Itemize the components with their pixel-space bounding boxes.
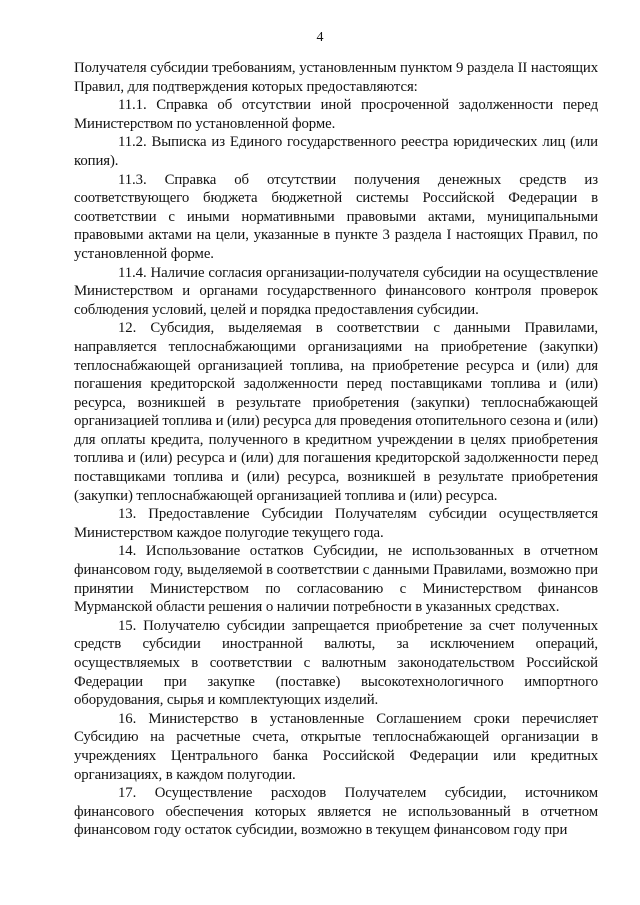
page-number: 4	[316, 30, 324, 45]
paragraph-12: 12. Субсидия, выделяемая в соответствии с данными Правилами, направляется теплоснабжающими организациями на приобретение (закупки) теплоснабжающей организацией топлива, на приобретение ресурса и (или) для погашения кредиторской задолженности перед поставщиками топлива и (или) ресурса, возникшей в результате приобретения (закупки) теплоснабжающей организацией топлива и (или) ресурса для проведения отопительного сезона и (или) для оплаты кредита, полученного в кредитном учреждении в целях приобретения топлива и (или) ресурса и (или) для погашения кредиторской задолженности перед поставщиками топлива и (или) ресурса, возникшей в результате приобретения (закупки) теплоснабжающей организацией топлива и (или) ресурса.	[74, 320, 598, 504]
paragraph-13: 13. Предоставление Субсидии Получателям субсидии осуществляется Министерством каждое полугодие текущего года.	[74, 506, 598, 541]
paragraph-11-4: 11.4. Наличие согласия организации-получателя субсидии на осуществление Министерством и органами государственного финансового контроля проверок соблюдения условий, целей и порядка предоставления субсидии.	[74, 264, 598, 318]
paragraph-11-1: 11.1. Справка об отсутствии иной просроченной задолженности перед Министерством по установленной форме.	[74, 97, 598, 132]
paragraph-15: 15. Получателю субсидии запрещается приобретение за счет полученных средств субсидии иностранной валюты, за исключением операций, осуществляемых в соответствии с валютным законодательством Российской Федерации при закупке (поставке) высокотехнологичного импортного оборудования, сырья и комплектующих изделий.	[74, 617, 598, 709]
paragraph-14: 14. Использование остатков Субсидии, не использованных в отчетном финансовом году, выделяемой в соответствии с данными Правилами, возможно при принятии Министерством по согласованию с Министерством финансов Мурманской области решения о наличии потребности в указанных средствах.	[74, 543, 598, 616]
paragraph-11-3: 11.3. Справка об отсутствии получения денежных средств из соответствующего бюджета бюджетной системы Российской Федерации в соответствии с иными нормативными правовыми актами, муниципальными правовыми актами на цели, указанные в пункте 3 раздела I настоящих Правил, по установленной форме.	[74, 171, 598, 262]
paragraph-16: 16. Министерство в установленные Соглашением сроки перечисляет Субсидию на расчетные счета, открытые теплоснабжающей организации в учреждениях Центрального банка Российской Федерации или кредитных организациях, в каждом полугодии.	[74, 710, 598, 783]
paragraph-17: 17. Осуществление расходов Получателем субсидии, источником финансового обеспечения которых является не использованный в отчетном финансовом году остаток субсидии, возможно в текущем финансовом году при	[74, 785, 598, 839]
paragraph-11-2: 11.2. Выписка из Единого государственного реестра юридических лиц (или копия).	[74, 134, 598, 169]
document-body	[74, 59, 598, 840]
paragraph-intro: Получателя субсидии требованиям, установленным пунктом 9 раздела II настоящих Правил, для подтверждения которых предоставляются:	[74, 60, 598, 95]
